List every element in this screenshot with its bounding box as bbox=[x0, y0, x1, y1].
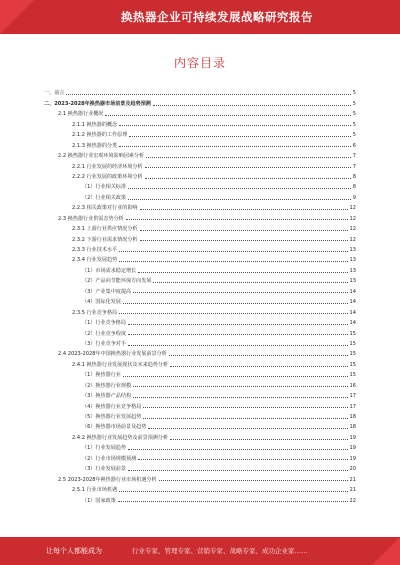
toc-entry[interactable] bbox=[44, 420, 356, 430]
table-of-contents bbox=[44, 86, 356, 504]
toc-entry[interactable] bbox=[44, 211, 356, 221]
toc-entry-label: （4）换热器行业竞争格局 bbox=[82, 403, 142, 410]
toc-entry-label: 2.1 换热器行业概况 bbox=[58, 111, 104, 118]
toc-entry-label: 2.3.2 下游行业需求情况分析 bbox=[72, 236, 138, 243]
toc-dot-leader bbox=[133, 386, 347, 387]
toc-entry[interactable] bbox=[44, 430, 356, 440]
toc-entry-label: 2.3 换热器行业供需态势分析 bbox=[58, 215, 124, 222]
toc-entry[interactable] bbox=[44, 253, 356, 263]
toc-entry[interactable] bbox=[44, 149, 356, 159]
toc-entry[interactable] bbox=[44, 462, 356, 472]
toc-entry-label: 2.1.2 换热器的工作原理 bbox=[72, 132, 128, 139]
toc-entry-page: 14 bbox=[349, 299, 356, 306]
toc-entry-label: （1）换热器行业 bbox=[82, 372, 121, 379]
toc-dot-leader bbox=[123, 303, 348, 304]
toc-entry-label: （3）行业发展前景 bbox=[82, 466, 126, 473]
toc-entry-page: 15 bbox=[349, 361, 356, 368]
toc-entry-page: 13 bbox=[349, 267, 356, 274]
toc-entry-page: 8 bbox=[352, 173, 356, 180]
toc-dot-leader bbox=[148, 428, 347, 429]
toc-entry-page: 6 bbox=[352, 142, 356, 149]
toc-entry[interactable] bbox=[44, 86, 356, 96]
toc-entry-label: （2）行业市场规模预测 bbox=[82, 455, 137, 462]
toc-entry-label: 2.5 2023-2028年换热器行业市场机遇分析 bbox=[58, 476, 157, 483]
corner-logo-shape bbox=[0, 0, 34, 34]
toc-entry[interactable] bbox=[44, 201, 356, 211]
footer-slogan: 让每个人都能成为 bbox=[46, 547, 102, 555]
toc-entry[interactable] bbox=[44, 117, 356, 127]
toc-entry[interactable] bbox=[44, 389, 356, 399]
toc-entry-label: （3）行业竞争对手 bbox=[82, 340, 126, 347]
header-banner bbox=[0, 0, 400, 34]
toc-entry-page: 15 bbox=[349, 351, 356, 358]
toc-dot-leader bbox=[138, 459, 347, 460]
toc-dot-leader bbox=[140, 230, 348, 231]
toc-entry[interactable] bbox=[44, 493, 356, 503]
toc-entry-page: 12 bbox=[349, 226, 356, 233]
toc-entry[interactable] bbox=[44, 96, 356, 106]
toc-dot-leader bbox=[128, 199, 351, 200]
toc-dot-leader bbox=[153, 282, 347, 283]
toc-entry[interactable] bbox=[44, 357, 356, 367]
toc-entry[interactable] bbox=[44, 347, 356, 357]
toc-entry-page: 12 bbox=[349, 236, 356, 243]
toc-dot-leader bbox=[143, 418, 347, 419]
toc-entry[interactable] bbox=[44, 159, 356, 169]
toc-entry[interactable] bbox=[44, 410, 356, 420]
toc-entry[interactable] bbox=[44, 441, 356, 451]
toc-entry-page: 22 bbox=[349, 497, 356, 504]
toc-dot-leader bbox=[118, 501, 348, 502]
toc-entry[interactable] bbox=[44, 232, 356, 242]
toc-entry-page: 20 bbox=[349, 466, 356, 473]
toc-entry-label: 二、2023-2028年换热器市场前景及趋势预测 bbox=[44, 100, 151, 107]
toc-entry-label: （1）行业竞争格局 bbox=[82, 320, 126, 327]
toc-entry-label: 2.2.3 相关政策对行业的影响 bbox=[72, 205, 138, 212]
toc-entry-label: 2.3.1 上游行业供应情况分析 bbox=[72, 226, 138, 233]
toc-dot-leader bbox=[143, 407, 347, 408]
toc-dot-leader bbox=[145, 167, 351, 168]
toc-entry-page: 12 bbox=[349, 215, 356, 222]
toc-entry-label: （2）行业竞争程度 bbox=[82, 330, 126, 337]
toc-dot-leader bbox=[169, 355, 348, 356]
toc-entry[interactable] bbox=[44, 243, 356, 253]
toc-entry-page: 12 bbox=[349, 205, 356, 212]
toc-entry-page: 9 bbox=[352, 194, 356, 201]
toc-entry[interactable] bbox=[44, 190, 356, 200]
toc-entry[interactable] bbox=[44, 472, 356, 482]
toc-dot-leader bbox=[138, 272, 347, 273]
toc-dot-leader bbox=[140, 240, 348, 241]
toc-dot-leader bbox=[170, 366, 347, 367]
toc-entry-page: 15 bbox=[349, 372, 356, 379]
toc-entry[interactable] bbox=[44, 316, 356, 326]
footer-tagline: 行业专家、管理专家、营销专家、战略专家、成功企业家…… bbox=[132, 547, 308, 555]
toc-entry-page: 15 bbox=[349, 330, 356, 337]
toc-entry-label: 2.1.1 换热器的概念 bbox=[72, 121, 118, 128]
toc-entry-label: （2）产品向节能环保方向发展 bbox=[82, 278, 152, 285]
toc-dot-leader bbox=[133, 397, 347, 398]
toc-dot-leader bbox=[119, 491, 347, 492]
toc-entry-page: 5 bbox=[352, 111, 356, 118]
toc-dot-leader bbox=[126, 219, 348, 220]
toc-dot-leader bbox=[128, 188, 351, 189]
toc-entry[interactable] bbox=[44, 170, 356, 180]
toc-entry[interactable] bbox=[44, 128, 356, 138]
toc-dot-leader bbox=[159, 480, 348, 481]
toc-dot-leader bbox=[128, 449, 348, 450]
toc-entry-label: （2）换热器行业规模 bbox=[82, 382, 132, 389]
toc-dot-leader bbox=[170, 439, 347, 440]
report-title: 换热器企业可持续发展战略研究报告 bbox=[121, 10, 313, 24]
toc-entry-page: 18 bbox=[349, 424, 356, 431]
toc-entry[interactable] bbox=[44, 368, 356, 378]
toc-entry-label: 2.1.3 换热器的分类 bbox=[72, 142, 118, 149]
toc-entry-page: 19 bbox=[349, 455, 356, 462]
toc-entry-page: 19 bbox=[349, 445, 356, 452]
toc-entry-label: （3）换热器产品结构 bbox=[82, 393, 132, 400]
toc-entry[interactable] bbox=[44, 295, 356, 305]
toc-dot-leader bbox=[129, 136, 350, 137]
toc-entry-page: 15 bbox=[349, 340, 356, 347]
toc-entry-label: （3）产业集中度提高 bbox=[82, 288, 132, 295]
toc-entry-page: 14 bbox=[349, 309, 356, 316]
toc-entry[interactable] bbox=[44, 274, 356, 284]
toc-heading: 内容目录 bbox=[173, 56, 226, 70]
toc-dot-leader bbox=[119, 146, 351, 147]
toc-dot-leader bbox=[119, 251, 347, 252]
toc-entry-label: 2.4.2 换热器行业发展趋势及前景预测分析 bbox=[72, 434, 169, 441]
toc-entry[interactable] bbox=[44, 107, 356, 117]
toc-entry[interactable] bbox=[44, 378, 356, 388]
footer-corner-shape bbox=[372, 537, 400, 565]
toc-entry-page: 18 bbox=[349, 414, 356, 420]
toc-entry-label: （1）行业相关标准 bbox=[82, 184, 126, 191]
toc-entry-page: 16 bbox=[349, 382, 356, 389]
toc-entry[interactable] bbox=[44, 305, 356, 315]
toc-dot-leader bbox=[128, 345, 348, 346]
toc-entry-label: 2.3.4 行业发展趋势 bbox=[72, 257, 118, 264]
toc-entry-label: 2.4 2023-2028年中国换热器行业发展前景分析 bbox=[58, 351, 167, 358]
toc-entry-page: 7 bbox=[352, 153, 356, 160]
toc-entry[interactable] bbox=[44, 222, 356, 232]
toc-entry-label: 一、前言 bbox=[44, 90, 65, 97]
toc-dot-leader bbox=[146, 157, 351, 158]
toc-entry-page: 21 bbox=[349, 487, 356, 494]
toc-dot-leader bbox=[119, 313, 347, 314]
toc-entry-label: 2.2 换热器行业宏观环境影响因素分析 bbox=[58, 153, 145, 160]
toc-entry-label: （4）国际化发展 bbox=[82, 299, 121, 306]
toc-dot-leader bbox=[119, 125, 351, 126]
toc-entry-label: （1）行业发展趋势 bbox=[82, 445, 126, 452]
toc-entry-label: 2.3.3 行业技术水平 bbox=[72, 247, 118, 253]
toc-entry-page: 14 bbox=[349, 288, 356, 295]
toc-dot-leader bbox=[153, 105, 351, 106]
toc-entry[interactable] bbox=[44, 337, 356, 347]
toc-entry[interactable] bbox=[44, 451, 356, 461]
toc-entry-label: 2.2.1 行业发展的经济环境分析 bbox=[72, 163, 143, 170]
toc-entry-label: （1）国家政策 bbox=[82, 497, 116, 504]
toc-entry-page: 17 bbox=[349, 403, 356, 410]
toc-entry-page: 8 bbox=[352, 184, 356, 191]
toc-dot-leader bbox=[140, 209, 348, 210]
toc-entry-page: 14 bbox=[349, 320, 356, 327]
toc-dot-leader bbox=[128, 334, 348, 335]
toc-dot-leader bbox=[66, 94, 350, 95]
toc-entry-label: （1）市场需求稳定增长 bbox=[82, 267, 137, 274]
toc-entry-page: 7 bbox=[352, 163, 356, 170]
toc-entry-page: 13 bbox=[349, 278, 356, 285]
toc-entry[interactable] bbox=[44, 284, 356, 294]
toc-entry-label: （2）行业相关政策 bbox=[82, 194, 126, 201]
toc-entry-label: 2.4.1 换热器行业发展现状及未来趋势分析 bbox=[72, 361, 169, 368]
toc-entry-page: 5 bbox=[352, 100, 356, 107]
toc-entry-page: 19 bbox=[349, 434, 356, 441]
toc-entry-page: 17 bbox=[349, 393, 356, 400]
toc-entry-label: （5）换热器行业发展趋势 bbox=[82, 414, 142, 420]
toc-entry-page: 5 bbox=[352, 90, 356, 97]
toc-dot-leader bbox=[133, 292, 347, 293]
toc-entry-page: 5 bbox=[352, 121, 356, 128]
toc-entry-page: 21 bbox=[349, 476, 356, 483]
toc-dot-leader bbox=[105, 115, 350, 116]
toc-dot-leader bbox=[128, 470, 348, 471]
toc-entry[interactable] bbox=[44, 180, 356, 190]
toc-entry-label: 2.2.2 行业发展的政策环境分析 bbox=[72, 173, 143, 180]
toc-entry-label: 2.3.5 行业竞争格局 bbox=[72, 309, 118, 316]
toc-dot-leader bbox=[128, 324, 348, 325]
toc-entry-label: （6）换热器市场前景及趋势 bbox=[82, 424, 147, 431]
toc-entry[interactable] bbox=[44, 399, 356, 409]
footer-banner bbox=[0, 537, 400, 565]
toc-entry-label: 2.5.1 行业市场机遇 bbox=[72, 487, 118, 494]
toc-entry[interactable] bbox=[44, 326, 356, 336]
toc-entry-page: 13 bbox=[349, 247, 356, 253]
toc-dot-leader bbox=[119, 261, 347, 262]
toc-dot-leader bbox=[145, 178, 351, 179]
toc-dot-leader bbox=[123, 376, 348, 377]
toc-entry[interactable] bbox=[44, 263, 356, 273]
toc-entry-page: 13 bbox=[349, 257, 356, 264]
toc-entry-page: 5 bbox=[352, 132, 356, 139]
toc-entry[interactable] bbox=[44, 483, 356, 493]
toc-entry[interactable] bbox=[44, 138, 356, 148]
